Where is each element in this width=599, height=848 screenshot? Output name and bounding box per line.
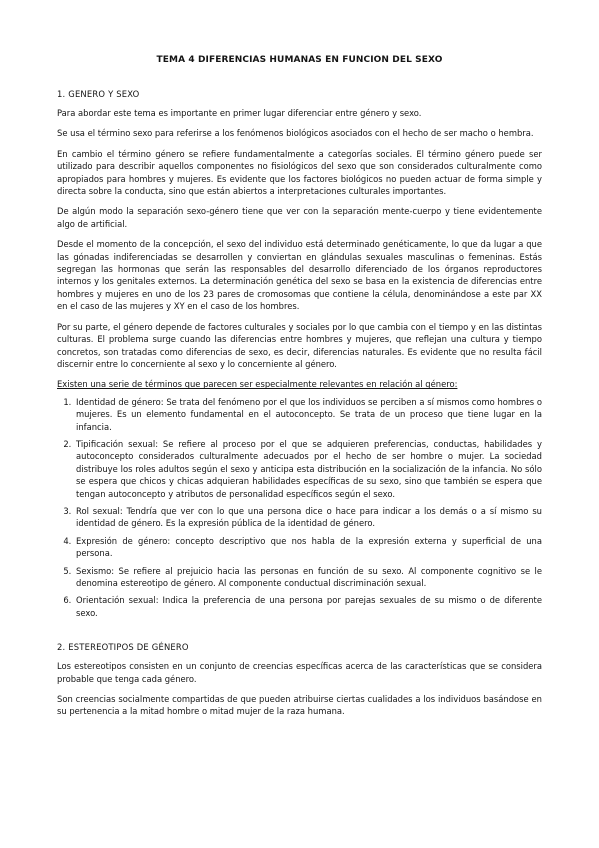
section-genero-sexo [57,88,542,619]
list-item: 4. Expresión de género: concepto descriptivo que nos habla de la expresión externa y superficial de una persona. [74,535,542,560]
paragraph: Son creencias socialmente compartidas de que pueden atribuirse ciertas cualidades a los individuos basándose en su pertenencia a la mitad hombre o mitad mujer de la raza humana. [57,694,542,717]
list-item: 5. Sexismo: Se refiere al prejuicio hacia las personas en función de su sexo. Al componente cognitivo se le denomina estereotipo de género. Al componente conductual discriminación sexual. [74,565,542,590]
paragraph: Se usa el término sexo para referirse a los fenómenos biológicos asociados con el hecho de ser macho o hembra. [57,128,534,139]
section-heading: 1. GENERO Y SEXO [57,89,140,99]
terms-list [57,396,542,620]
document-title: TEMA 4 DIFERENCIAS HUMANAS EN FUNCION DEL SEXO [156,55,443,65]
list-item: 6. Orientación sexual: Indica la preferencia de una persona por parejas sexuales de su mismo o de diferente sexo. [74,594,542,619]
section-heading: 2. ESTEREOTIPOS DE GÉNERO [57,642,189,653]
paragraph: Los estereotipos consisten en un conjunto de creencias específicas acerca de las características que se considera probable que tenga cada género. [57,661,542,684]
paragraph: De algún modo la separación sexo-género tiene que ver con la separación mente-cuerpo y tiene evidentemente algo de artificial. [57,206,542,229]
paragraph: Desde el momento de la concepción, el sexo del individuo está determinado genéticamente, lo que da lugar a que las gónadas indiferenciadas se desarrollen y conviertan en glándulas sexuales masculinas o femeninas. Estás segregan las hormonas que serán las responsables del desarrollo diferenciado de los órganos reproductores internos y los genitales externos. La determinación genética del sexo se basa en la existencia de diferencias entre hombres y mujeres en uno de los 23 pares de cromosomas que contiene la célula, denominándose a este par XX en el caso de las mujeres y XY en el caso de los hombres. [57,239,542,312]
list-item: 3. Rol sexual: Tendría que ver con lo que una persona dice o hace para indicar a los demás o a sí mismo su identidad de género. Es la expresión pública de la identidad de género. [74,505,542,530]
list-item: 1. Identidad de género: Se trata del fenómeno por el que los individuos se perciben a sí mismos como hombres o mujeres. Es un elemento fundamental en el autoconcepto. Se trata de un proceso que tiene lugar en la infancia. [74,396,542,433]
paragraph: En cambio el término género se refiere fundamentalmente a categorías sociales. El término género puede ser utilizado para describir aquellos componentes no fisiológicos del sexo que son considerados culturalmente como apropiados para hombres y mujeres. Es evidente que los factores biológicos no pueden actuar de forma simple y directa sobre la conducta, sino que están abiertos a interpretaciones culturales importantes. [57,148,542,197]
paragraph: Por su parte, el género depende de factores culturales y sociales por lo que cambia con el tiempo y en las distintas culturas. El problema surge cuando las diferencias entre hombres y mujeres, que reflejan una cultura y tiempo concretos, son tratadas como diferencias de sexo, es decir, diferencias naturales. Es evidente que no resulta fácil discernir entre lo concerniente al sexo y lo concerniente al género. [57,321,542,369]
list-item: 2. Tipificación sexual: Se refiere al proceso por el que se adquieren preferencias, conductas, habilidades y autoconcepto considerados culturalmente adecuados por el hecho de ser hombre o mujer. La sociedad distribuye los roles adultos según el sexo y anticipa esta distribución en la socialización de la infancia. No sólo se espera que chicos y chicas adquieran habilidades específicas de su sexo, sino que también se espera que tengan autoconcepto y atributos de personalidad específicos según el sexo. [74,438,542,500]
paragraph: Para abordar este tema es importante en primer lugar diferenciar entre género y sexo. [57,108,422,118]
list-intro: Existen una serie de términos que parecen ser especialmente relevantes en relación al género: [57,379,458,390]
section-estereotipos [57,641,542,718]
